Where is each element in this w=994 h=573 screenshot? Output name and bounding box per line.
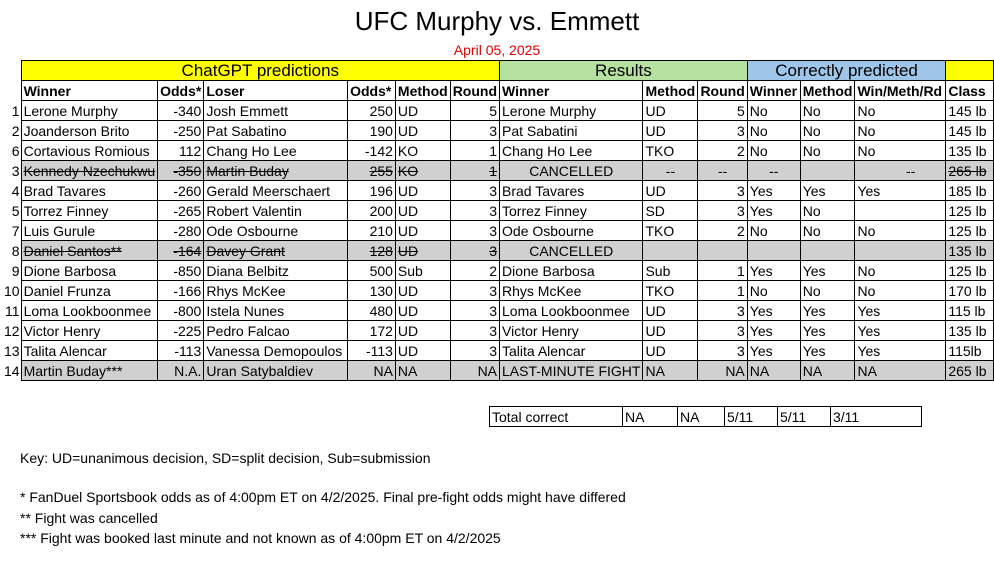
cell-pred-loser: Rhys McKee: [204, 281, 348, 301]
cell-result-round: --: [698, 161, 747, 181]
cell-correct-all: No: [855, 141, 946, 161]
cell-pred-odds: -164: [158, 241, 204, 261]
cell-correct-winner: No: [747, 221, 800, 241]
cell-result-winner: LAST-MINUTE FIGHT: [500, 361, 643, 381]
cell-pred-loser: Martin Buday: [204, 161, 348, 181]
cell-pred-loser: Pat Sabatino: [204, 121, 348, 141]
cell-pred-round: 2: [450, 261, 499, 281]
table-row: [4, 361, 994, 381]
cell-result-method: UD: [643, 101, 698, 121]
cell-correct-all: No: [855, 221, 946, 241]
cell-pred-loser: Vanessa Demopoulos: [204, 341, 348, 361]
cell-pred-method: UD: [395, 321, 450, 341]
cell-correct-all: Yes: [855, 181, 946, 201]
cell-result-winner: Dione Barbosa: [500, 261, 643, 281]
cell-correct-all: No: [855, 121, 946, 141]
cell-pred-loser-odds: 500: [348, 261, 396, 281]
header-pred-loser: Loser: [204, 81, 348, 101]
cell-result-method: UD: [643, 321, 698, 341]
cell-pred-method: UD: [395, 101, 450, 121]
row-number: 6: [11, 142, 20, 159]
cell-correct-method: [800, 241, 855, 261]
cell-result-method: TKO: [643, 281, 698, 301]
cell-pred-loser-odds: 172: [348, 321, 396, 341]
cell-correct-winner: Yes: [747, 201, 800, 221]
cell-pred-round: NA: [450, 361, 499, 381]
cell-result-winner: Ode Osbourne: [500, 221, 643, 241]
cell-pred-round: 3: [450, 281, 499, 301]
cell-correct-method: NA: [800, 361, 855, 381]
cell-pred-winner: Daniel Frunza: [21, 281, 158, 301]
total-winner: 5/11: [725, 407, 778, 427]
header-result-method: Method: [643, 81, 698, 101]
row-number: 8: [11, 242, 20, 259]
cell-result-round: 3: [698, 121, 747, 141]
key-note: Key: UD=unanimous decision, SD=split decision, Sub=submission: [20, 450, 431, 466]
row-number: 12: [4, 322, 20, 339]
cell-pred-loser-odds: 190: [348, 121, 396, 141]
cell-result-method: TKO: [643, 141, 698, 161]
cell-pred-loser: Uran Satybaldiev: [204, 361, 348, 381]
cell-pred-method: UD: [395, 241, 450, 261]
cell-pred-odds: N.A.: [158, 361, 204, 381]
cell-weight-class: 145 lb: [946, 121, 994, 141]
cell-correct-method: Yes: [800, 301, 855, 321]
cell-result-winner: Rhys McKee: [500, 281, 643, 301]
cell-pred-winner: Torrez Finney: [21, 201, 158, 221]
cell-correct-winner: NA: [747, 361, 800, 381]
cell-pred-round: 3: [450, 341, 499, 361]
table-row: [4, 181, 994, 201]
cell-pred-winner: Brad Tavares: [21, 181, 158, 201]
row-number: 5: [11, 202, 20, 219]
cell-result-round: 3: [698, 341, 747, 361]
cell-pred-odds: -225: [158, 321, 204, 341]
cell-pred-winner: Joanderson Brito: [21, 121, 158, 141]
cell-weight-class: 125 lb: [946, 261, 994, 281]
header-pred-winner: Winner: [21, 81, 158, 101]
cell-pred-method: UD: [395, 201, 450, 221]
cell-pred-odds: -250: [158, 121, 204, 141]
row-number: 1: [11, 102, 20, 119]
group-results: Results: [500, 61, 748, 81]
cell-result-round: 3: [698, 201, 747, 221]
table-row: [4, 141, 994, 161]
table-row: [4, 101, 994, 121]
cell-pred-loser-odds: 128: [348, 241, 396, 261]
cell-pred-winner: Talita Alencar: [21, 341, 158, 361]
cell-correct-method: No: [800, 221, 855, 241]
cell-correct-all: No: [855, 101, 946, 121]
cell-pred-method: KO: [395, 141, 450, 161]
cell-pred-round: 5: [450, 101, 499, 121]
cell-result-method: [643, 241, 698, 261]
cell-correct-all: NA: [855, 361, 946, 381]
cell-result-method: UD: [643, 121, 698, 141]
cell-weight-class: 115lb: [946, 341, 994, 361]
cell-pred-method: UD: [395, 281, 450, 301]
cell-result-winner: Brad Tavares: [500, 181, 643, 201]
cell-pred-round: 3: [450, 201, 499, 221]
cell-result-method: UD: [643, 341, 698, 361]
cell-result-method: Sub: [643, 261, 698, 281]
cell-result-winner: Torrez Finney: [500, 201, 643, 221]
cell-correct-all: Yes: [855, 321, 946, 341]
row-number: 9: [11, 262, 20, 279]
cell-correct-all: No: [855, 261, 946, 281]
cell-correct-method: Yes: [800, 261, 855, 281]
header-pred-loser-odds: Odds*: [348, 81, 396, 101]
header-weight-class: Class: [946, 81, 994, 101]
cell-pred-odds: -166: [158, 281, 204, 301]
cell-pred-winner: Lerone Murphy: [21, 101, 158, 121]
table-row: [4, 121, 994, 141]
cell-result-round: 2: [698, 141, 747, 161]
cell-pred-loser: Pedro Falcao: [204, 321, 348, 341]
table-row: [4, 321, 994, 341]
cell-correct-winner: Yes: [747, 261, 800, 281]
cell-result-winner: Pat Sabatini: [500, 121, 643, 141]
cell-pred-winner: Victor Henry: [21, 321, 158, 341]
cell-pred-loser-odds: 480: [348, 301, 396, 321]
cell-pred-winner: Cortavious Romious: [21, 141, 158, 161]
cell-correct-winner: No: [747, 141, 800, 161]
cell-pred-loser: Ode Osbourne: [204, 221, 348, 241]
cell-pred-winner: Dione Barbosa: [21, 261, 158, 281]
cell-pred-odds: -265: [158, 201, 204, 221]
cell-correct-winner: Yes: [747, 181, 800, 201]
table-row: [4, 161, 994, 181]
total-table: [489, 406, 922, 427]
header-correct-method: Method: [800, 81, 855, 101]
cell-correct-winner: [747, 241, 800, 261]
cell-correct-winner: No: [747, 121, 800, 141]
cell-pred-loser-odds: 250: [348, 101, 396, 121]
cell-result-method: SD: [643, 201, 698, 221]
cell-result-round: 2: [698, 221, 747, 241]
cell-correct-all: No: [855, 281, 946, 301]
cell-correct-method: No: [800, 281, 855, 301]
cell-pred-odds: -260: [158, 181, 204, 201]
cell-pred-odds: -800: [158, 301, 204, 321]
cell-result-round: [698, 241, 747, 261]
group-class-spacer: [946, 61, 994, 81]
cell-pred-loser-odds: -113: [348, 341, 396, 361]
cell-result-method: UD: [643, 181, 698, 201]
cell-correct-method: No: [800, 121, 855, 141]
last-minute-footnote: *** Fight was booked last minute and not known as of 4:00pm ET on 4/2/2025: [20, 530, 501, 546]
group-correct: Correctly predicted: [747, 61, 946, 81]
cell-pred-method: Sub: [395, 261, 450, 281]
cell-pred-odds: 112: [158, 141, 204, 161]
table-row: [4, 301, 994, 321]
cell-pred-loser-odds: -142: [348, 141, 396, 161]
cell-result-round: 5: [698, 101, 747, 121]
header-result-winner: Winner: [500, 81, 643, 101]
table-row: [4, 261, 994, 281]
cell-pred-loser-odds: 210: [348, 221, 396, 241]
header-pred-method: Method: [395, 81, 450, 101]
cell-pred-winner: Luis Gurule: [21, 221, 158, 241]
cell-pred-round: 3: [450, 301, 499, 321]
cell-result-winner: Loma Lookboonmee: [500, 301, 643, 321]
cell-correct-winner: Yes: [747, 301, 800, 321]
cell-pred-loser-odds: 255: [348, 161, 396, 181]
cell-weight-class: 265 lb: [946, 361, 994, 381]
cell-pred-loser-odds: 130: [348, 281, 396, 301]
row-number: 13: [4, 342, 20, 359]
cell-weight-class: 185 lb: [946, 181, 994, 201]
group-header-row: [4, 61, 994, 81]
cell-pred-loser: Davey Grant: [204, 241, 348, 261]
table-row: [4, 281, 994, 301]
table-row: [4, 221, 994, 241]
cell-weight-class: 135 lb: [946, 141, 994, 161]
row-number: 14: [4, 362, 20, 379]
cell-result-round: 3: [698, 321, 747, 341]
cell-pred-loser: Istela Nunes: [204, 301, 348, 321]
cell-weight-class: 115 lb: [946, 301, 994, 321]
cell-pred-round: 3: [450, 241, 499, 261]
cell-pred-winner: Kennedy Nzechukwu: [21, 161, 158, 181]
cell-result-round: 1: [698, 281, 747, 301]
total-row: [490, 407, 922, 427]
cell-correct-method: Yes: [800, 321, 855, 341]
cell-result-round: 1: [698, 261, 747, 281]
cell-pred-winner: Martin Buday***: [21, 361, 158, 381]
cell-correct-method: Yes: [800, 181, 855, 201]
cell-correct-method: No: [800, 201, 855, 221]
cell-correct-winner: No: [747, 101, 800, 121]
cell-pred-method: UD: [395, 301, 450, 321]
cell-weight-class: 135 lb: [946, 241, 994, 261]
cell-weight-class: 125 lb: [946, 221, 994, 241]
cell-correct-winner: Yes: [747, 321, 800, 341]
cell-pred-method: UD: [395, 221, 450, 241]
group-predictions: ChatGPT predictions: [21, 61, 499, 81]
cell-pred-loser: Diana Belbitz: [204, 261, 348, 281]
cell-correct-method: [800, 161, 855, 181]
total-all: 3/11: [831, 407, 922, 427]
cell-result-winner: Lerone Murphy: [500, 101, 643, 121]
row-number: 7: [11, 222, 20, 239]
header-pred-odds: Odds*: [158, 81, 204, 101]
column-header-row: [4, 81, 994, 101]
cell-correct-all: Yes: [855, 301, 946, 321]
cell-pred-loser-odds: 196: [348, 181, 396, 201]
cell-result-method: TKO: [643, 221, 698, 241]
cell-pred-loser-odds: 200: [348, 201, 396, 221]
table-row: [4, 341, 994, 361]
cell-pred-round: 1: [450, 161, 499, 181]
cell-pred-method: KO: [395, 161, 450, 181]
cell-correct-method: No: [800, 101, 855, 121]
cell-correct-method: Yes: [800, 341, 855, 361]
cell-correct-winner: Yes: [747, 341, 800, 361]
cell-pred-round: 3: [450, 121, 499, 141]
cell-pred-odds: -350: [158, 161, 204, 181]
total-label: Total correct: [490, 407, 623, 427]
header-pred-round: Round: [450, 81, 499, 101]
cell-pred-odds: -113: [158, 341, 204, 361]
cell-correct-all: [855, 241, 946, 261]
cell-pred-loser: Gerald Meerschaert: [204, 181, 348, 201]
cell-pred-loser-odds: NA: [348, 361, 396, 381]
cell-result-winner: Chang Ho Lee: [500, 141, 643, 161]
cell-pred-round: 3: [450, 221, 499, 241]
cell-result-winner: Victor Henry: [500, 321, 643, 341]
cell-result-method: --: [643, 161, 698, 181]
cell-pred-method: UD: [395, 181, 450, 201]
odds-footnote: * FanDuel Sportsbook odds as of 4:00pm ET on 4/2/2025. Final pre-fight odds might have differed: [20, 489, 626, 505]
cell-pred-method: UD: [395, 341, 450, 361]
cell-pred-winner: Loma Lookboonmee: [21, 301, 158, 321]
cell-weight-class: 145 lb: [946, 101, 994, 121]
cell-result-method: UD: [643, 301, 698, 321]
row-number: 10: [4, 282, 20, 299]
cell-weight-class: 125 lb: [946, 201, 994, 221]
cell-correct-winner: No: [747, 281, 800, 301]
cell-pred-method: NA: [395, 361, 450, 381]
cell-result-winner: Talita Alencar: [500, 341, 643, 361]
cell-pred-round: 3: [450, 181, 499, 201]
cell-weight-class: 170 lb: [946, 281, 994, 301]
cell-pred-odds: -850: [158, 261, 204, 281]
cell-weight-class: 265 lb: [946, 161, 994, 181]
cell-pred-round: 1: [450, 141, 499, 161]
row-number: 11: [5, 302, 20, 319]
header-result-round: Round: [698, 81, 747, 101]
cell-pred-loser: Josh Emmett: [204, 101, 348, 121]
total-method-correct: 5/11: [778, 407, 831, 427]
cell-result-winner: CANCELLED: [500, 161, 643, 181]
row-number: 2: [11, 122, 20, 139]
cell-weight-class: 135 lb: [946, 321, 994, 341]
predictions-table: [4, 60, 994, 381]
cell-correct-method: No: [800, 141, 855, 161]
cell-correct-winner: --: [747, 161, 800, 181]
table-row: [4, 241, 994, 261]
cell-result-method: NA: [643, 361, 698, 381]
cell-result-round: NA: [698, 361, 747, 381]
cell-result-round: 3: [698, 301, 747, 321]
cell-pred-method: UD: [395, 121, 450, 141]
cell-pred-odds: -280: [158, 221, 204, 241]
cell-result-winner: CANCELLED: [500, 241, 643, 261]
total-round: NA: [678, 407, 725, 427]
page-title: UFC Murphy vs. Emmett: [354, 6, 640, 36]
cell-result-round: 3: [698, 181, 747, 201]
cell-correct-all: Yes: [855, 341, 946, 361]
header-correct-winner: Winner: [747, 81, 800, 101]
cell-pred-winner: Daniel Santos**: [21, 241, 158, 261]
event-date: April 05, 2025: [453, 42, 541, 58]
cell-pred-odds: -340: [158, 101, 204, 121]
row-number: 4: [11, 182, 20, 199]
cell-pred-loser: Chang Ho Lee: [204, 141, 348, 161]
cancelled-footnote: ** Fight was cancelled: [20, 510, 158, 526]
table-row: [4, 201, 994, 221]
header-correct-all: Win/Meth/Rd: [855, 81, 946, 101]
cell-pred-loser: Robert Valentin: [204, 201, 348, 221]
cell-correct-all: --: [855, 161, 946, 181]
cell-pred-round: 3: [450, 321, 499, 341]
total-method: NA: [623, 407, 678, 427]
row-number: 3: [11, 162, 20, 179]
cell-correct-all: [855, 201, 946, 221]
